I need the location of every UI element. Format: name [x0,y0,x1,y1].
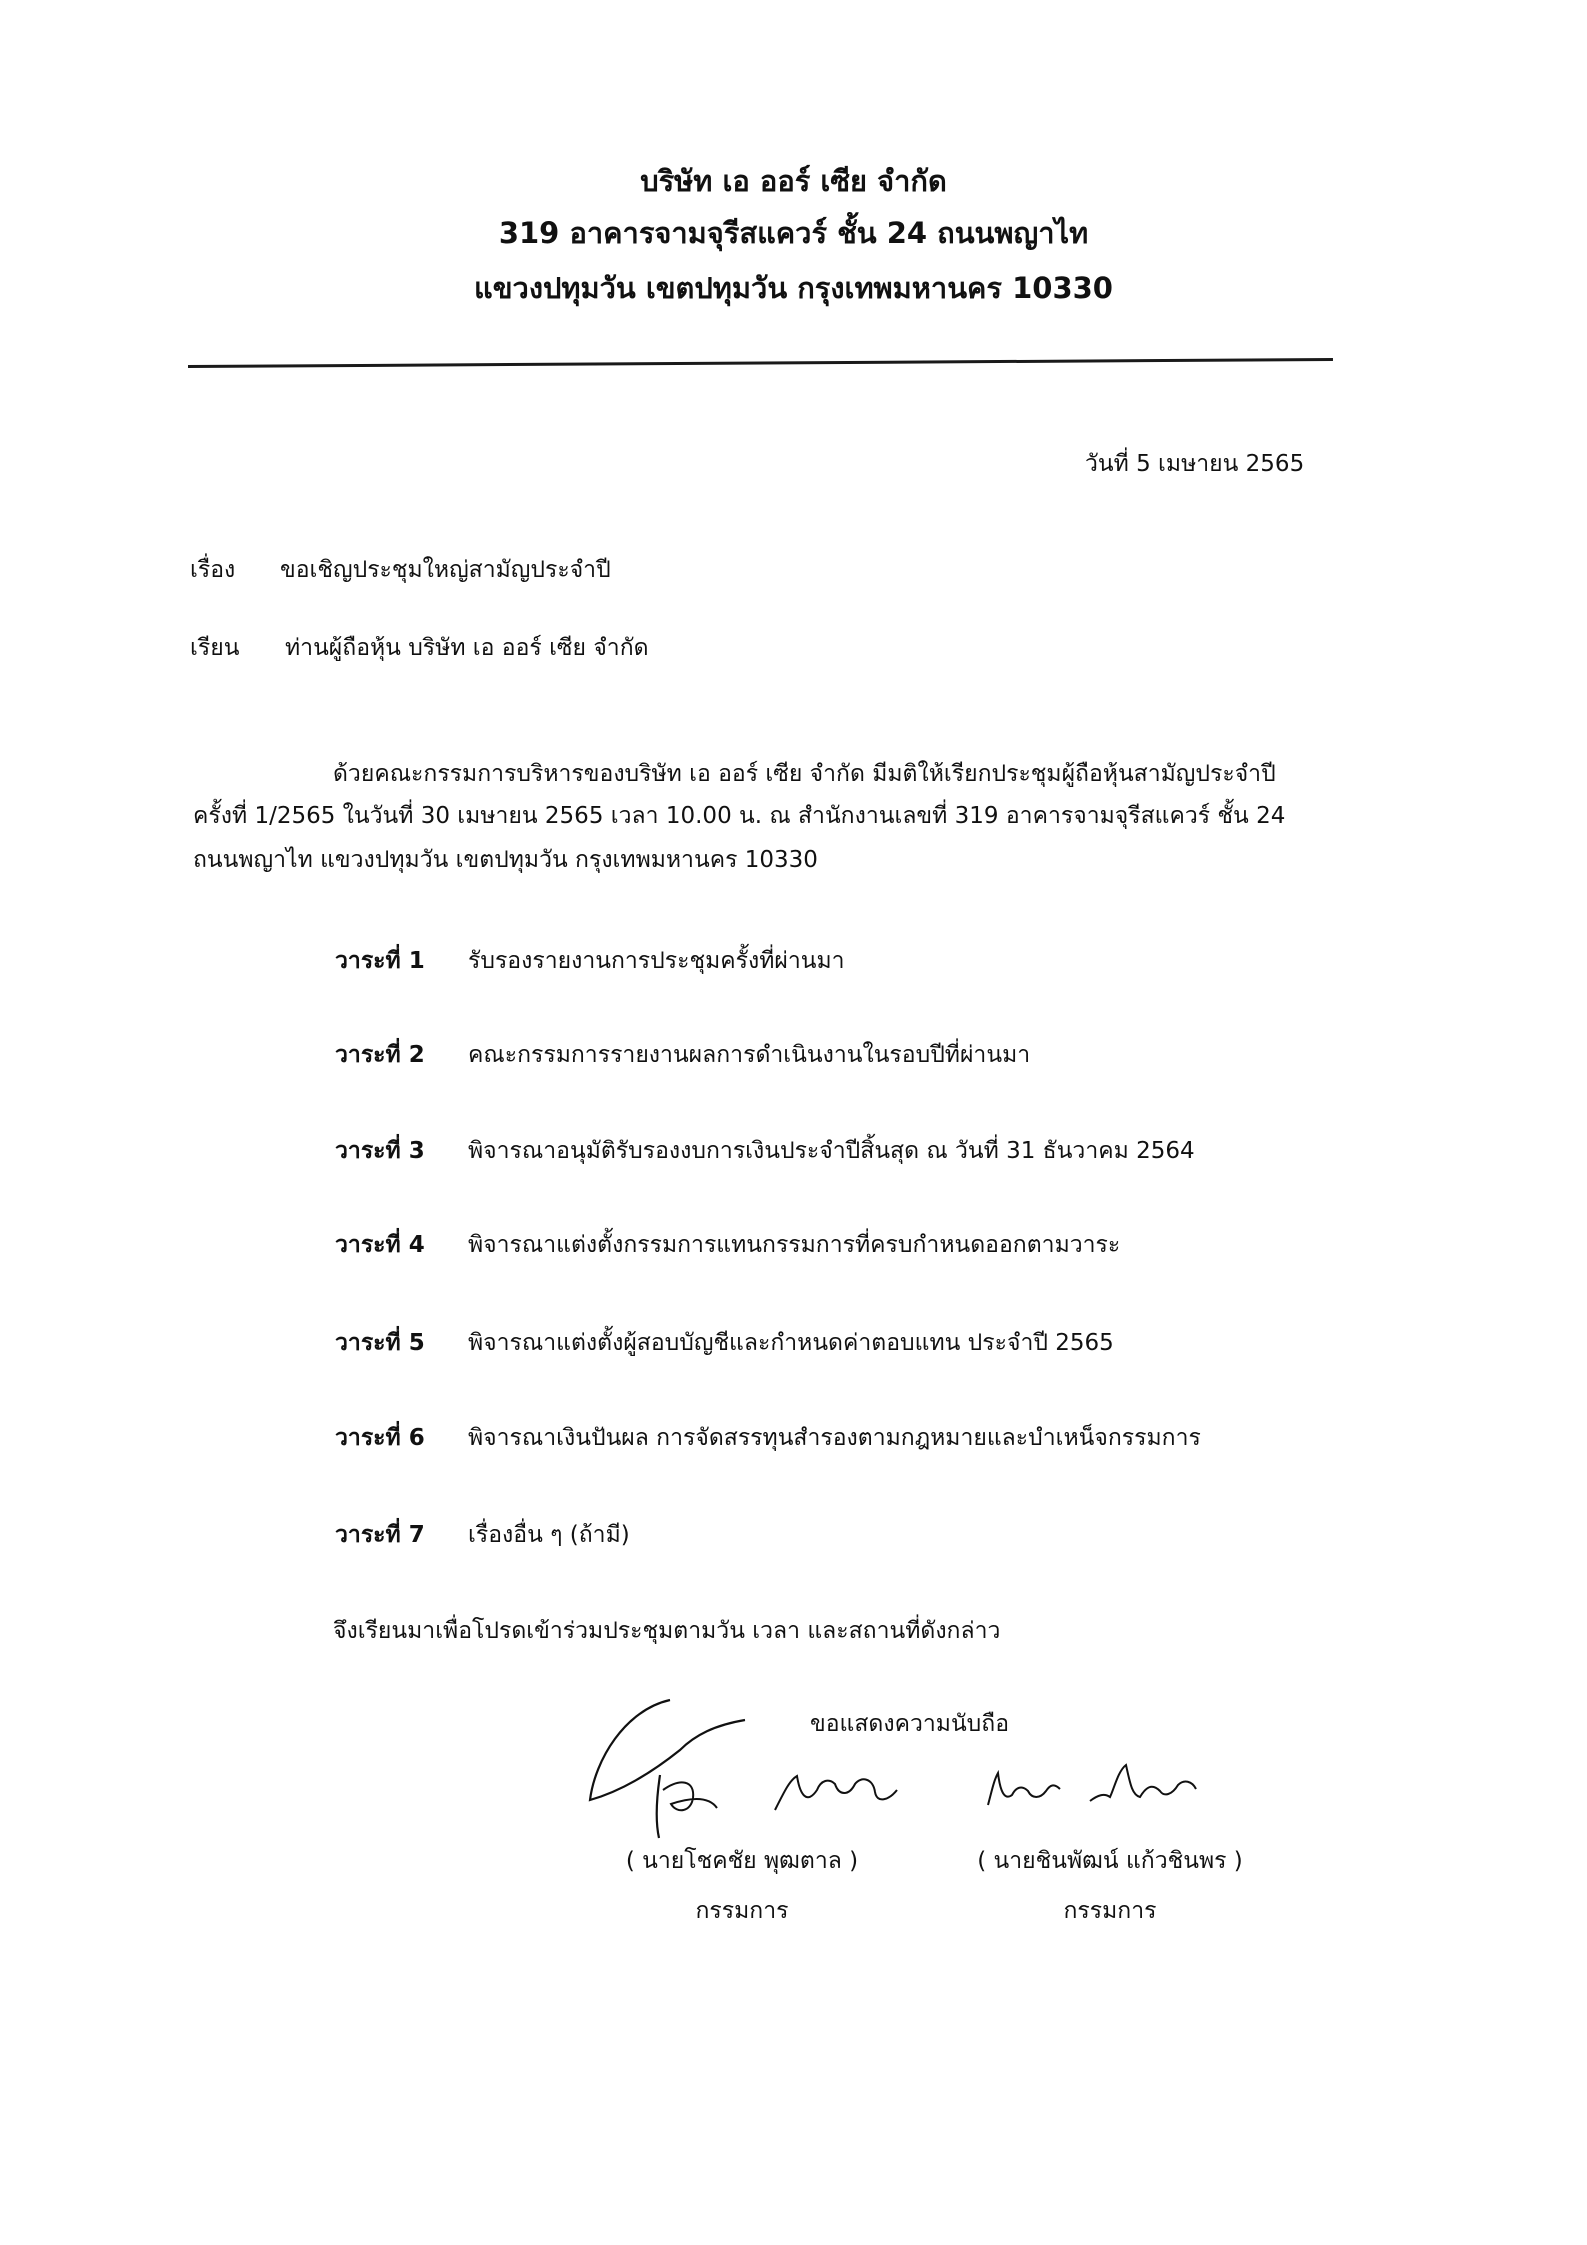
agenda-text: พิจารณาแต่งตั้งผู้สอบบัญชีและกำหนดค่าตอบแทน ประจำปี 2565 [468,1330,1114,1356]
agenda-number: วาระที่ 6 [335,1425,425,1451]
regards-line: ขอแสดงความนับถือ [810,1711,1010,1737]
agenda-number: วาระที่ 3 [335,1138,425,1164]
agenda-item [335,1420,1335,1456]
address-line-2: แขวงปทุมวัน เขตปทุมวัน กรุงเทพมหานคร 10330 [474,271,1113,305]
agenda-text: พิจารณาอนุมัติรับรองงบการเงินประจำปีสิ้นสุด ณ วันที่ 31 ธันวาคม 2564 [468,1138,1195,1164]
agenda-number: วาระที่ 5 [335,1330,425,1356]
agenda-item [335,1517,1335,1553]
agenda-number: วาระที่ 2 [335,1042,425,1068]
body-line-1: ด้วยคณะกรรมการบริหารของบริษัท เอ ออร์ เซีย จำกัด มีมติให้เรียกประชุมผู้ถือหุ้นสามัญประจำปี [333,761,1276,787]
body-line-3: ถนนพญาไท แขวงปทุมวัน เขตปทุมวัน กรุงเทพมหานคร 10330 [193,847,818,873]
subject-text: ขอเชิญประชุมใหญ่สามัญประจำปี [280,557,611,583]
subject-label: เรื่อง [190,557,236,583]
recipient-text: ท่านผู้ถือหุ้น บริษัท เอ ออร์ เซีย จำกัด [285,635,649,661]
signatory-1-name: ( นายโชคชัย พุฒตาล ) [625,1848,859,1874]
signatory-1-title: กรรมการ [695,1898,789,1924]
company-name: บริษัท เอ ออร์ เซีย จำกัด [640,164,947,198]
agenda-item [335,1227,1335,1263]
body-line-2: ครั้งที่ 1/2565 ในวันที่ 30 เมษายน 2565 เวลา 10.00 น. ณ สำนักงานเลขที่ 319 อาคารจามจุรีสแควร์ ชั้น 24 [193,803,1286,829]
agenda-item [335,1133,1335,1169]
letter-date: วันที่ 5 เมษายน 2565 [1085,451,1305,477]
recipient-label: เรียน [190,635,240,661]
address-line-1: 319 อาคารจามจุรีสแควร์ ชั้น 24 ถนนพญาไท [498,216,1089,250]
agenda-text: พิจารณาแต่งตั้งกรรมการแทนกรรมการที่ครบกำหนดออกตามวาระ [468,1232,1121,1258]
signature-1 [585,1680,945,1850]
agenda-text: เรื่องอื่น ๆ (ถ้ามี) [468,1522,630,1548]
agenda-item [335,1037,1335,1073]
closing-line: จึงเรียนมาเพื่อโปรดเข้าร่วมประชุมตามวัน เวลา และสถานที่ดังกล่าว [333,1618,1001,1644]
agenda-number: วาระที่ 1 [335,948,425,974]
agenda-number: วาระที่ 4 [335,1232,425,1258]
agenda-text: รับรองรายงานการประชุมครั้งที่ผ่านมา [468,948,845,974]
agenda-item [335,1325,1335,1361]
agenda-text: คณะกรรมการรายงานผลการดำเนินงานในรอบปีที่ผ่านมา [468,1042,1031,1068]
agenda-text: พิจารณาเงินปันผล การจัดสรรทุนสำรองตามกฎหมายและบำเหน็จกรรมการ [468,1425,1201,1451]
header-divider [188,358,1333,368]
signatory-2-title: กรรมการ [1063,1898,1157,1924]
agenda-number: วาระที่ 7 [335,1522,425,1548]
agenda-item [335,943,1335,979]
signatory-2-name: ( นายชินพัฒน์ แก้วชินพร ) [977,1848,1243,1874]
signature-2 [980,1735,1220,1825]
